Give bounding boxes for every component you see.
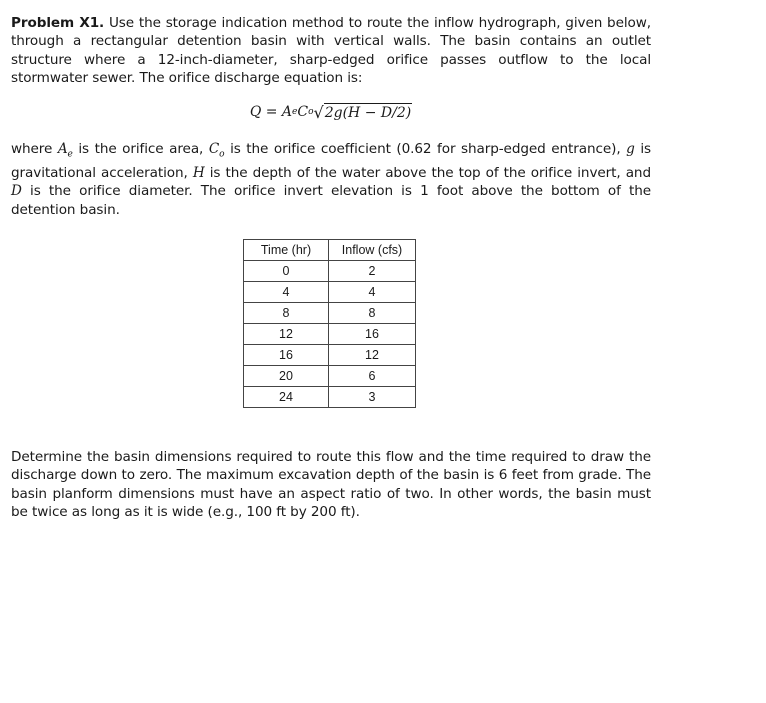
square-root xyxy=(314,103,413,121)
table-row xyxy=(244,323,416,344)
inflow-cell: 12 xyxy=(329,344,416,365)
time-cell: 16 xyxy=(244,344,329,365)
variable-definitions xyxy=(11,140,651,219)
table-row xyxy=(244,344,416,365)
header-time: Time (hr) xyxy=(244,239,329,260)
inflow-cell: 2 xyxy=(329,260,416,281)
equation-c: C xyxy=(297,103,309,120)
problem-closing: Determine the basin dimensions required to route this flow and the time required to draw the discharge down to zero. The maximum excavation depth of the basin is 6 feet from grade. The basin planform dimensions must have an aspect ratio of two. In other words, the basin must be twice as long as it is wide (e.g., 100 ft by 200 ft). xyxy=(11,448,651,521)
inflow-cell: 4 xyxy=(329,281,416,302)
time-cell: 0 xyxy=(244,260,329,281)
orifice-equation xyxy=(11,100,651,124)
var-a: A xyxy=(57,140,68,157)
table-row xyxy=(244,260,416,281)
time-cell: 20 xyxy=(244,365,329,386)
intro-text: Use the storage indication method to route the inflow hydrograph, given below, through a rectangular detention basin with vertical walls. The basin contains an outlet structure where a 12-inch-diameter, sharp-edged orifice passes outflow to the local stormwater sewer. The orifice discharge equation is: xyxy=(11,15,651,87)
inflow-cell: 3 xyxy=(329,386,416,407)
table-row xyxy=(244,302,416,323)
where-text-2: is the orifice area, xyxy=(72,140,209,157)
problem-document xyxy=(11,14,651,522)
inflow-cell: 8 xyxy=(329,302,416,323)
header-inflow: Inflow (cfs) xyxy=(329,239,416,260)
radical-icon: √ xyxy=(313,102,324,122)
inflow-cell: 6 xyxy=(329,365,416,386)
var-c: C xyxy=(208,140,220,157)
time-cell: 12 xyxy=(244,323,329,344)
problem-label: Problem X1. xyxy=(11,15,105,31)
time-cell: 24 xyxy=(244,386,329,407)
var-c-sub: o xyxy=(219,149,225,160)
problem-intro xyxy=(11,14,651,88)
where-text-5: is the depth of the water above the top of the orifice invert, and xyxy=(204,164,651,181)
table-row xyxy=(244,386,416,407)
time-cell: 8 xyxy=(244,302,329,323)
time-cell: 4 xyxy=(244,281,329,302)
inflow-table-wrapper xyxy=(243,239,651,408)
inflow-hydrograph-table xyxy=(243,239,416,408)
var-a-sub: e xyxy=(67,149,73,160)
equation-sub-o: o xyxy=(308,106,314,117)
var-g: g xyxy=(626,140,635,157)
where-text-1: where xyxy=(11,140,58,157)
var-h: H xyxy=(192,164,205,181)
equation-radicand: 2g(H − D/2) xyxy=(324,104,412,121)
inflow-cell: 16 xyxy=(329,323,416,344)
table-row xyxy=(244,281,416,302)
equation-sub-e: e xyxy=(292,106,298,117)
table-row xyxy=(244,365,416,386)
table-header-row xyxy=(244,239,416,260)
where-text-6: is the orifice diameter. The orifice invert elevation is 1 foot above the bottom of the detention basin. xyxy=(11,183,651,218)
where-text-3: is the orifice coefficient (0.62 for sharp-edged entrance), xyxy=(224,140,627,157)
equation-lhs: Q = A xyxy=(249,103,293,120)
var-d: D xyxy=(11,183,22,200)
where-text-4: is gravitational acceleration, xyxy=(11,140,651,181)
